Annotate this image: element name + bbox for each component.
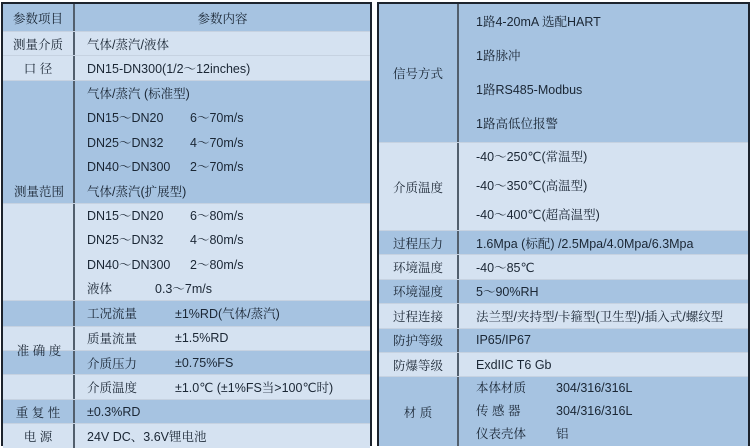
left-header-content-cell [75,4,370,31]
left-header-item-label: 参数项目 [12,11,63,26]
medium-temp-line-text: -40～350℃(高温型) [476,179,588,193]
ambient-humidity-value-cell [459,280,748,303]
range-size: DN40～DN300 [87,257,171,272]
accuracy-row [3,301,370,325]
process-pressure-value-cell [459,231,748,254]
range-row-cell [75,130,370,154]
range-size: DN25～DN32 [87,233,164,248]
accuracy-label: 准 确 度 [16,344,62,359]
material-item-name: 本体材质 [476,381,527,396]
range-standard-row [3,130,370,154]
material-item-name: 传 感 器 [476,404,521,419]
protection-label: 防护等级 [392,334,443,349]
range-label-spacer [3,105,75,129]
range-standard-title-cell [75,81,370,105]
accuracy-item-value: ±0.75%FS [175,355,234,370]
accuracy-item-value: ±1.0℃ (±1%FS当>100℃时) [175,381,334,396]
power-label: 电 源 [23,429,53,444]
signal-line-text: 1路脉冲 [476,49,521,63]
range-size: DN25～DN32 [87,135,164,150]
accuracy-item-name: 工况流量 [87,307,138,322]
material-label: 材 质 [403,405,433,420]
material-item-value: 304/316/316L [556,381,633,396]
accuracy-item-name: 介质压力 [87,356,138,371]
range-row-cell [75,276,370,300]
range-size: DN15～DN20 [87,111,164,126]
accuracy-label-spacer [3,327,75,350]
repeatability-value-cell [75,400,370,423]
signal-line [476,73,582,107]
measuring-range-label: 测量范围 [13,184,64,199]
range-speed: 6～80m/s [190,209,244,224]
row-process-connection [379,303,748,327]
accuracy-row-cell [75,351,370,374]
power-value: 24V DC、3.6V锂电池 [87,429,207,444]
material-value-cell [459,377,748,446]
range-standard-title: 气体/蒸汽 (标准型) [87,86,190,101]
right-spec-table [377,2,750,446]
medium-temp-value-cell [459,143,748,230]
power-label-cell [3,424,75,447]
process-pressure-label: 过程压力 [392,236,443,251]
row-material [379,376,748,446]
measuring-range-section [3,80,370,301]
protection-value: IP65/IP67 [476,333,531,348]
range-label-spacer [3,276,75,300]
process-pressure-label-cell [379,231,459,254]
signal-line-text: 1路4-20mA 选配HART [476,15,601,29]
row-ambient-humidity [379,279,748,303]
medium-temp-line-text: -40～400℃(超高温型) [476,208,600,222]
range-row-cell [75,154,370,178]
accuracy-item-value: ±1.5%RD [175,331,229,346]
signal-line [476,107,558,141]
signal-line [476,5,601,39]
ambient-humidity-label-cell [379,280,459,303]
accuracy-label-spacer [3,351,75,374]
range-size: DN40～DN300 [87,160,171,175]
medium-temp-line-text: -40～250℃(常温型) [476,150,588,164]
range-extended-row [3,252,370,276]
row-measuring-medium [3,31,370,55]
diameter-label-cell [3,56,75,79]
range-row-cell [75,204,370,227]
accuracy-row-cell [75,327,370,350]
accuracy-row [3,374,370,398]
range-liquid-row [3,276,370,300]
ambient-temp-value-cell [459,255,748,278]
row-signal-type [379,4,748,142]
ambient-temp-label-cell [379,255,459,278]
range-standard-title-row [3,81,370,105]
ambient-temp-value: -40～85℃ [476,261,535,276]
accuracy-row-cell [75,375,370,398]
process-pressure-value: 1.6Mpa (标配) /2.5Mpa/4.0Mpa/6.3Mpa [476,236,694,251]
signal-line [476,39,520,73]
explosion-proof-value-cell [459,353,748,376]
ambient-humidity-value: 5～90%RH [476,285,539,300]
diameter-value-cell [75,56,370,79]
accuracy-item-name: 介质温度 [87,381,138,396]
signal-label-cell [379,4,459,142]
range-label-spacer [3,81,75,105]
protection-label-cell [379,329,459,352]
row-explosion-proof [379,352,748,376]
repeatability-label-cell [3,400,75,423]
ambient-humidity-label: 环境湿度 [392,285,443,300]
accuracy-row [3,326,370,350]
material-item-name: 仪表壳体 [476,427,527,442]
repeatability-value: ±0.3%RD [87,404,141,419]
range-extended-title-row [3,178,370,202]
range-size: 液体 [87,282,113,297]
repeatability-label: 重 复 性 [15,405,61,420]
left-header-row [3,4,370,31]
row-power [3,423,370,447]
material-line [476,423,569,446]
power-value-cell [75,424,370,447]
range-row-cell [75,252,370,276]
process-connection-value-cell [459,304,748,327]
row-medium-temperature [379,142,748,230]
accuracy-section [3,300,370,399]
material-item-value: 304/316/316L [556,404,633,419]
ambient-temp-label: 环境温度 [392,261,443,276]
range-label-spacer [3,154,75,178]
medium-temp-line [476,201,600,230]
accuracy-item-name: 质量流量 [87,332,138,347]
measuring-medium-value: 气体/蒸汽/液体 [87,37,169,52]
medium-temp-line [476,172,587,201]
row-repeatability [3,399,370,423]
material-item-value: 铝 [556,427,569,442]
material-label-cell [379,377,459,446]
measuring-medium-label: 测量介质 [12,37,63,52]
range-label-spacer [3,204,75,227]
range-speed: 6～70m/s [190,111,244,126]
accuracy-row-cell [75,301,370,325]
range-speed: 4～70m/s [190,135,244,150]
range-speed: 2～80m/s [190,257,244,272]
medium-temp-label-cell [379,143,459,230]
measuring-medium-label-cell [3,32,75,55]
left-header-content-label: 参数内容 [197,11,248,26]
material-line [476,377,632,400]
measuring-medium-value-cell [75,32,370,55]
range-extended-row [3,203,370,227]
left-spec-table [1,2,372,446]
signal-line-text: 1路高低位报警 [476,117,558,131]
range-extended-title: 气体/蒸汽(扩展型) [87,184,187,199]
range-label-spacer [3,178,75,202]
accuracy-item-value: ±1%RD(气体/蒸汽) [175,307,280,322]
row-protection-rating [379,328,748,352]
signal-line-text: 1路RS485-Modbus [476,83,583,97]
row-diameter [3,55,370,79]
medium-temp-label: 介质温度 [392,180,443,195]
accuracy-label-spacer [3,375,75,398]
range-label-spacer [3,227,75,251]
range-speed: 4～80m/s [190,233,244,248]
range-extended-title-cell [75,178,370,202]
process-connection-label-cell [379,304,459,327]
accuracy-label-spacer [3,301,75,325]
explosion-proof-label-cell [379,353,459,376]
range-label-spacer [3,252,75,276]
diameter-label: 口 径 [23,62,53,77]
range-row-cell [75,227,370,251]
row-process-pressure [379,230,748,254]
range-standard-row [3,154,370,178]
range-speed: 0.3～7m/s [155,282,212,297]
accuracy-row [3,350,370,374]
explosion-proof-value: ExdIIC T6 Gb [476,357,552,372]
range-size: DN15～DN20 [87,209,164,224]
range-extended-row [3,227,370,251]
row-ambient-temperature [379,254,748,278]
left-header-item-cell [3,4,75,31]
signal-label: 信号方式 [392,67,443,81]
range-standard-row [3,105,370,129]
signal-value-cell [459,4,748,142]
medium-temp-line [476,143,587,172]
process-connection-value: 法兰型/夹持型/卡箍型(卫生型)/插入式/螺纹型 [476,309,724,324]
diameter-value: DN15-DN300(1/2～12inches) [87,62,251,77]
explosion-proof-label: 防爆等级 [392,358,443,373]
protection-value-cell [459,329,748,352]
process-connection-label: 过程连接 [392,309,443,324]
range-label-spacer [3,130,75,154]
range-speed: 2～70m/s [190,160,244,175]
material-line [476,400,632,423]
range-row-cell [75,105,370,129]
